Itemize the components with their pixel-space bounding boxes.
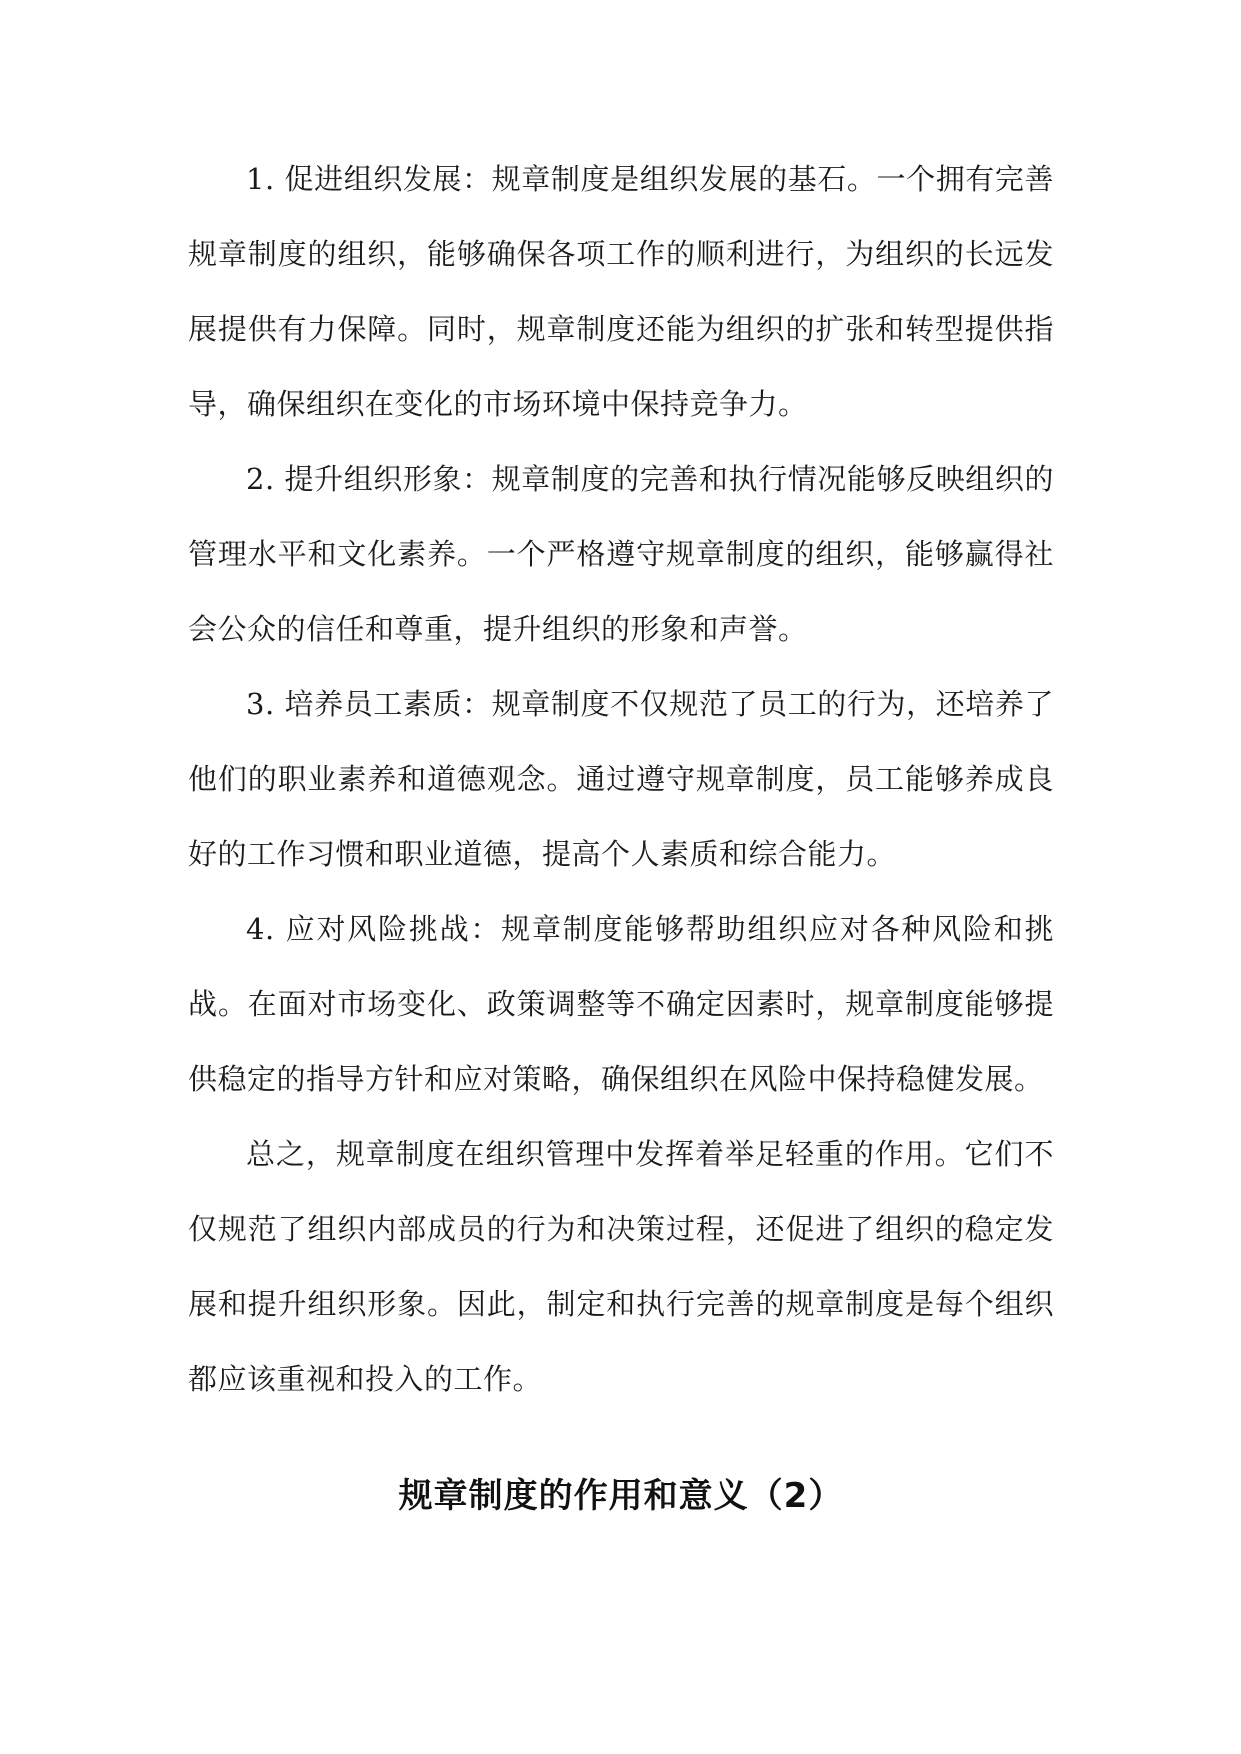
paragraph-summary: 总之，规章制度在组织管理中发挥着举足轻重的作用。它们不仅规范了组织内部成员的行为和决策过程，还促进了组织的稳定发展和提升组织形象。因此，制定和执行完善的规章制度是每个组织都应该重视和投入的工作。 — [188, 1137, 1054, 1396]
document-body — [188, 142, 1054, 1417]
paragraph-employee-quality: 3. 培养员工素质：规章制度不仅规范了员工的行为，还培养了他们的职业素养和道德观念。通过遵守规章制度，员工能够养成良好的工作习惯和职业道德，提高个人素质和综合能力。 — [188, 687, 1054, 871]
section-title: 规章制度的作用和意义（2） — [398, 1476, 844, 1516]
paragraph-risk-challenge: 4. 应对风险挑战：规章制度能够帮助组织应对各种风险和挑战。在面对市场变化、政策调整等不确定因素时，规章制度能够提供稳定的指导方针和应对策略，确保组织在风险中保持稳健发展。 — [188, 912, 1054, 1096]
paragraph-organization-development: 1. 促进组织发展：规章制度是组织发展的基石。一个拥有完善规章制度的组织，能够确保各项工作的顺利进行，为组织的长远发展提供有力保障。同时，规章制度还能为组织的扩张和转型提供指导，确保组织在变化的市场环境中保持竞争力。 — [188, 162, 1054, 421]
paragraph-organization-image: 2. 提升组织形象：规章制度的完善和执行情况能够反映组织的管理水平和文化素养。一个严格遵守规章制度的组织，能够赢得社会公众的信任和尊重，提升组织的形象和声誉。 — [188, 462, 1054, 646]
